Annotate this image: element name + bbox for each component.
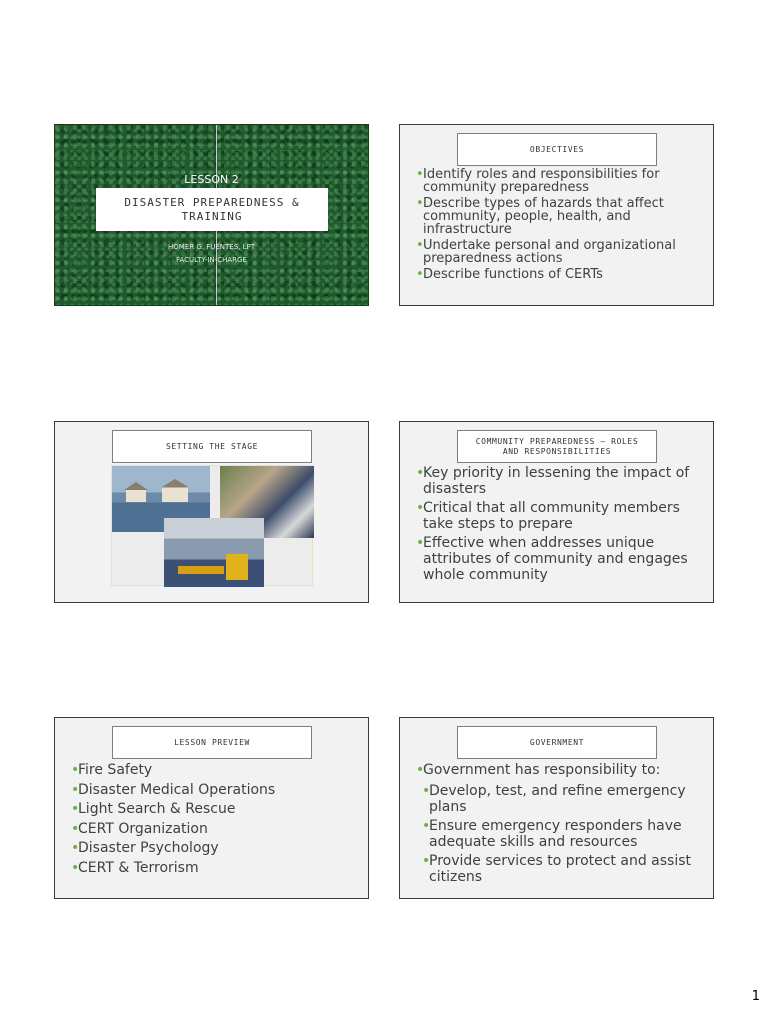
list-item: • Disaster Medical Operations [71, 782, 356, 798]
lesson-title-line1: DISASTER PREPAREDNESS & [124, 195, 300, 209]
list-item: • Critical that all community members take steps to prepare [416, 500, 701, 532]
list-item: • CERT & Terrorism [71, 860, 356, 876]
ems-team-photo [164, 518, 264, 587]
list-item: • Key priority in lessening the impact of disasters [416, 465, 701, 497]
sub-list-item: • Ensure emergency responders have adequate skills and resources [422, 818, 701, 850]
author-block [55, 241, 368, 267]
lesson-title [96, 188, 328, 231]
list-item: • Light Search & Rescue [71, 801, 356, 817]
list-item: • Disaster Psychology [71, 840, 356, 856]
page-number: 1 [751, 989, 760, 1004]
lesson-label: LESSON 2 [184, 173, 239, 186]
slide-title-box: GOVERNMENT [457, 726, 657, 759]
author-name: HOMER G. FUENTES, LPT [168, 243, 255, 251]
list-item: • Effective when addresses unique attributes of community and engages whole community [416, 535, 701, 583]
slide-objectives [399, 124, 714, 306]
lesson-title-line2: TRAINING [181, 209, 243, 223]
preview-list [71, 762, 356, 879]
list-item: • Describe functions of CERTs [416, 268, 701, 281]
slide-government [399, 717, 714, 899]
slide-title-box: SETTING THE STAGE [112, 430, 312, 463]
slide-title-box: LESSON PREVIEW [112, 726, 312, 759]
slide-title-box [457, 430, 657, 463]
sub-list-item: • Provide services to protect and assist citizens [422, 853, 701, 885]
roles-list [416, 465, 701, 586]
list-item: • Fire Safety [71, 762, 356, 778]
government-list [416, 762, 701, 888]
list-item: • Identify roles and responsibilities for community preparedness [416, 168, 701, 194]
slide-community-preparedness [399, 421, 714, 603]
objectives-list [416, 168, 701, 284]
slide-lesson-preview [54, 717, 369, 899]
title-line1: COMMUNITY PREPAREDNESS – ROLES [475, 436, 639, 446]
sub-list-item: • Develop, test, and refine emergency plans [422, 783, 701, 815]
photo-collage [111, 465, 313, 586]
list-item: • Describe types of hazards that affect community, people, health, and infrastructure [416, 197, 701, 236]
slide-setting-the-stage [54, 421, 369, 603]
title-line2: AND RESPONSIBILITIES [502, 446, 612, 456]
list-item: • CERT Organization [71, 821, 356, 837]
list-item: • Government has responsibility to: [416, 762, 701, 778]
slide-title-box: OBJECTIVES [457, 133, 657, 166]
list-item: • Undertake personal and organizational preparedness actions [416, 239, 701, 265]
author-role: FACULTY-IN-CHARGE [176, 256, 247, 264]
slide-title [54, 124, 369, 306]
